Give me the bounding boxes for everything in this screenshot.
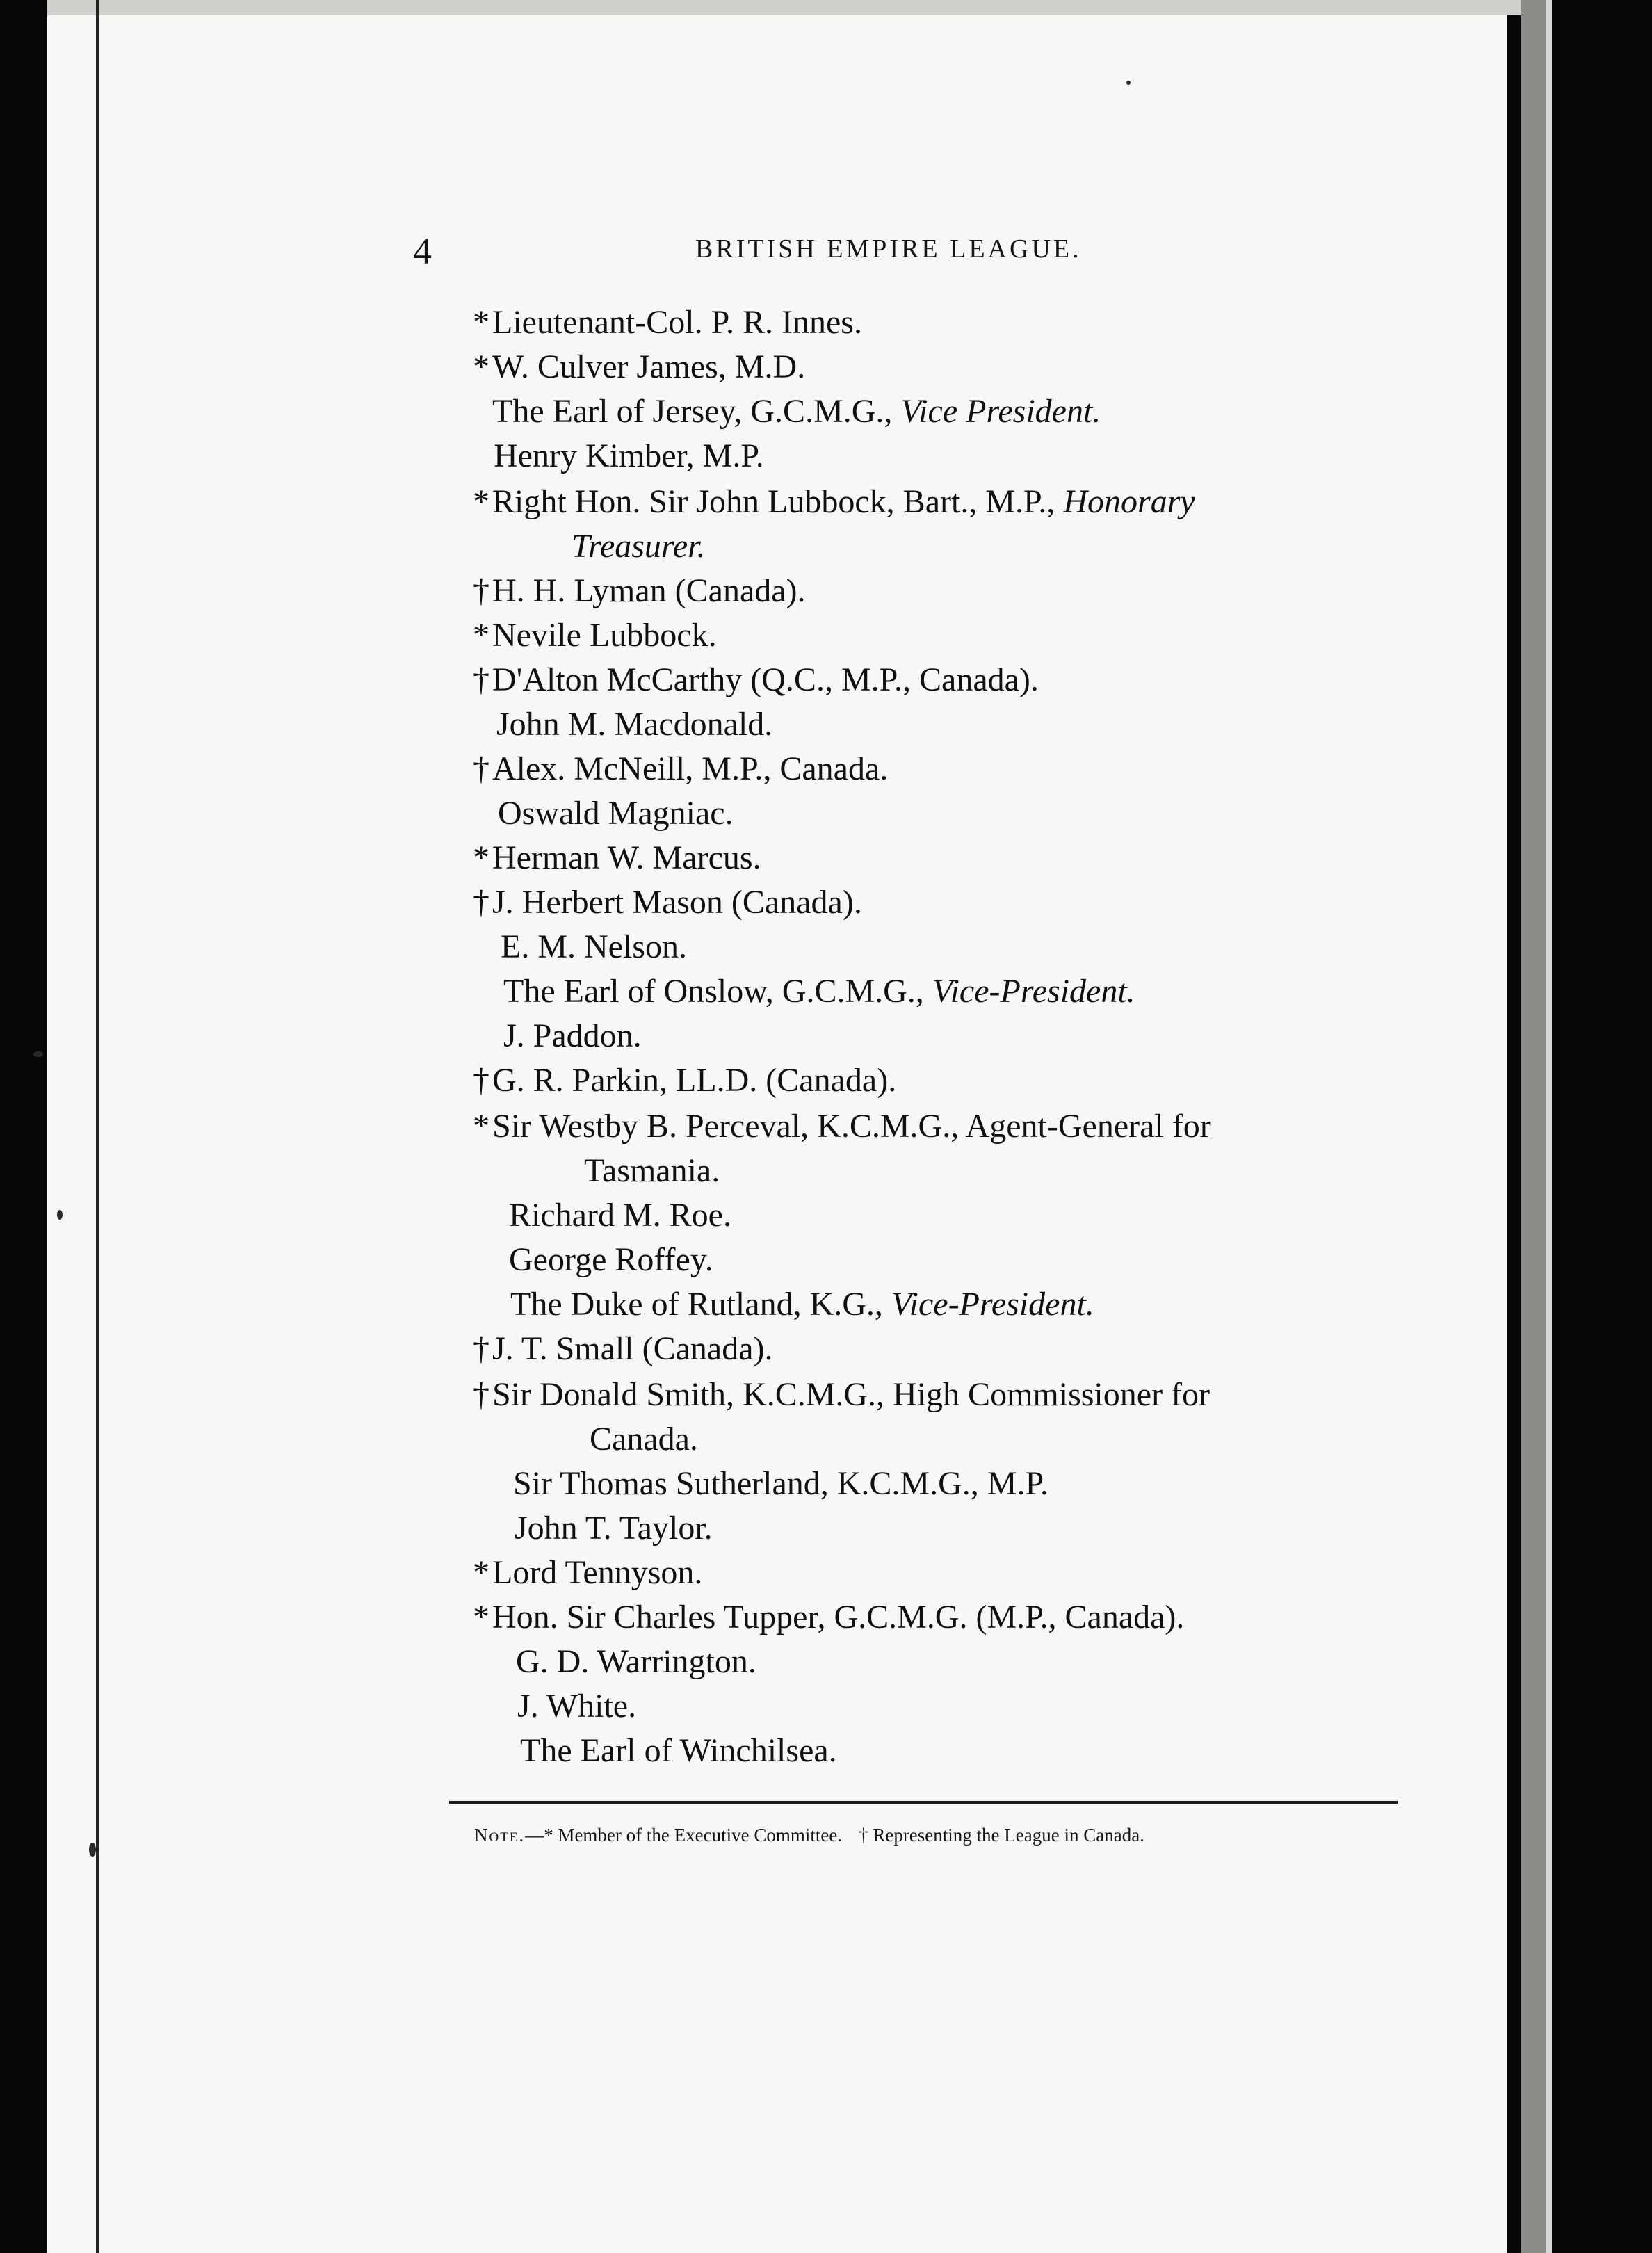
canada-dagger-mark: †: [473, 1062, 489, 1099]
member-name: Right Hon. Sir John Lubbock, Bart., M.P.,: [492, 483, 1064, 520]
list-item: [503, 1019, 642, 1053]
member-name: Sir Donald Smith, K.C.M.G., High Commissioner for: [492, 1376, 1210, 1413]
list-item: [473, 1064, 896, 1097]
list-item: [492, 395, 1101, 428]
footnote-executive: —* Member of the Executive Committee.: [525, 1825, 843, 1846]
list-item: [473, 574, 806, 608]
list-item: [473, 841, 761, 875]
list-item: [473, 1110, 1211, 1143]
list-item: [473, 619, 717, 652]
member-name: Richard M. Roe.: [509, 1197, 731, 1234]
canada-dagger-mark: †: [473, 1330, 489, 1367]
member-name: J. White.: [517, 1688, 637, 1725]
list-item: [473, 1378, 1210, 1412]
list-item: [473, 350, 805, 384]
member-name: John M. Macdonald.: [496, 706, 773, 743]
canada-dagger-mark: †: [473, 750, 489, 787]
executive-asterisk-mark: *: [473, 839, 489, 876]
member-name: Nevile Lubbock.: [492, 617, 717, 654]
member-role: Vice-President.: [932, 973, 1135, 1010]
list-item: [517, 1690, 636, 1723]
list-item: [473, 1601, 1184, 1634]
member-name: D'Alton McCarthy (Q.C., M.P., Canada).: [492, 661, 1039, 698]
list-item: [513, 1467, 1048, 1501]
running-head: BRITISH EMPIRE LEAGUE.: [695, 234, 1082, 264]
list-item: [473, 663, 1039, 697]
member-name: Tasmania.: [584, 1152, 720, 1189]
list-item: [494, 439, 764, 473]
scan-speck: [89, 1843, 96, 1857]
member-name: Hon. Sir Charles Tupper, G.C.M.G. (M.P., Canada).: [492, 1599, 1185, 1636]
list-item: [498, 797, 734, 830]
canada-dagger-mark: †: [473, 1376, 489, 1413]
list-item: [503, 975, 1135, 1008]
member-name: Herman W. Marcus.: [492, 839, 761, 876]
member-name: Canada.: [590, 1421, 698, 1457]
member-name: J. Paddon.: [503, 1017, 642, 1054]
scan-speck: [33, 1051, 43, 1057]
scan-speck: [1126, 81, 1131, 85]
member-name: J. Herbert Mason (Canada).: [492, 884, 862, 921]
member-name: The Earl of Jersey, G.C.M.G.,: [492, 393, 901, 430]
list-item: [509, 1199, 731, 1232]
list-item: [473, 485, 1195, 519]
member-name: The Earl of Winchilsea.: [520, 1732, 837, 1769]
member-name: Lord Tennyson.: [492, 1554, 703, 1591]
page-right-edge: [1546, 0, 1552, 2253]
executive-asterisk-mark: *: [473, 1599, 489, 1636]
member-name: George Roffey.: [509, 1241, 713, 1278]
member-role: Vice-President.: [891, 1286, 1094, 1323]
list-item: [473, 306, 862, 339]
list-item: [515, 1512, 713, 1545]
list-item: [572, 530, 706, 563]
list-item: [510, 1288, 1094, 1321]
executive-asterisk-mark: *: [473, 304, 489, 341]
member-name: Sir Westby B. Perceval, K.C.M.G., Agent-General for: [492, 1108, 1211, 1145]
list-item: [473, 886, 862, 919]
list-item: [590, 1423, 698, 1456]
member-name: Alex. McNeill, M.P., Canada.: [492, 750, 889, 787]
footnote: [474, 1825, 1144, 1846]
list-item: [473, 752, 888, 786]
footnote-label: Note.: [474, 1825, 526, 1846]
list-item: [473, 1556, 702, 1590]
list-item: [501, 930, 687, 964]
member-role: Treasurer.: [572, 528, 706, 565]
page-number: 4: [413, 230, 432, 272]
member-name: G. D. Warrington.: [516, 1643, 756, 1680]
executive-asterisk-mark: *: [473, 617, 489, 654]
list-item: [584, 1154, 720, 1188]
list-item: [516, 1645, 756, 1679]
member-role: Honorary: [1063, 483, 1195, 520]
list-item: [496, 708, 772, 741]
member-name: J. T. Small (Canada).: [492, 1330, 773, 1367]
page-top-edge: [47, 0, 1521, 15]
member-name: Oswald Magniac.: [498, 795, 734, 832]
executive-asterisk-mark: *: [473, 348, 489, 385]
member-role: Vice President.: [900, 393, 1101, 430]
list-item: [473, 1332, 772, 1366]
footnote-rule: [449, 1801, 1398, 1804]
member-name: John T. Taylor.: [515, 1510, 713, 1547]
member-name: Sir Thomas Sutherland, K.C.M.G., M.P.: [513, 1465, 1048, 1502]
member-name: Lieutenant-Col. P. R. Innes.: [492, 304, 862, 341]
canada-dagger-mark: †: [473, 661, 489, 698]
list-item: [509, 1243, 713, 1277]
member-name: H. H. Lyman (Canada).: [492, 572, 806, 609]
member-name: The Earl of Onslow, G.C.M.G.,: [503, 973, 932, 1010]
executive-asterisk-mark: *: [473, 1108, 489, 1145]
footnote-canada: † Representing the League in Canada.: [859, 1825, 1144, 1846]
member-name: W. Culver James, M.D.: [492, 348, 806, 385]
canada-dagger-mark: †: [473, 884, 489, 921]
executive-asterisk-mark: *: [473, 1554, 489, 1591]
canada-dagger-mark: †: [473, 572, 489, 609]
member-name: G. R. Parkin, LL.D. (Canada).: [492, 1062, 897, 1099]
member-name: Henry Kimber, M.P.: [494, 437, 764, 474]
member-name: The Duke of Rutland, K.G.,: [510, 1286, 891, 1323]
page-inner-edge: [96, 0, 99, 2253]
executive-asterisk-mark: *: [473, 483, 489, 520]
scan-speck: [57, 1210, 63, 1220]
list-item: [520, 1734, 837, 1768]
binding-strip: [1521, 0, 1546, 2253]
member-name: E. M. Nelson.: [501, 928, 687, 965]
